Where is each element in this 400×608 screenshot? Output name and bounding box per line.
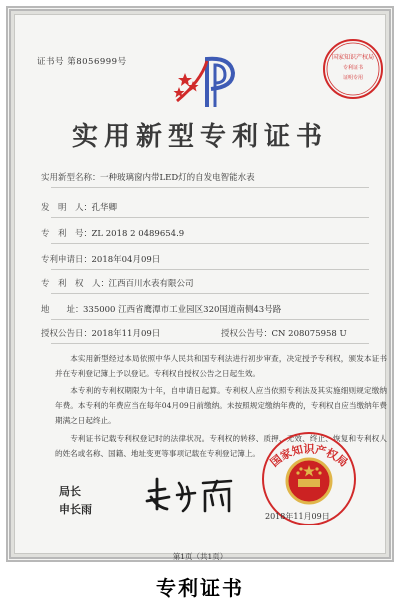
divider [51,293,369,294]
paragraph-legal-status: 专利证书记载专利权登记时的法律状况。专利权的转移、质押、无效、终止、恢复和专利权人的姓名或名称、国籍、地址变更等事项记载在专利登记簿上。 [55,434,387,458]
svg-text:国家知识产权局: 国家知识产权局 [267,442,351,470]
field-announce-date: 授权公告日：2018年11月09日 [41,329,161,339]
field-filing-date: 专利申请日：2018年04月09日 [41,255,161,265]
issue-date: 2018年11月09日 [265,512,330,521]
svg-text:证明专用: 证明专用 [342,75,364,81]
certificate-title: 实用新型专利证书 [71,122,328,152]
field-address: 地 址：335000 江西省鹰潭市工业园区320国道南侧43号路 [41,305,282,315]
svg-text:专利证书: 专利证书 [342,65,364,71]
director-signature [143,473,239,517]
paragraph-term: 本专利的专利权期限为十年，自申请日起算。专利权人应当依照专利法及其实施细则规定缴纳年费。本专利的年费应当在每年04月09日前缴纳。未按照规定缴纳年费的，专利权自应当缴纳年费期满之日起终止。 [55,386,387,425]
field-announce-no: 授权公告号：CN 208075958 U [221,329,347,339]
certificate-frame [6,6,394,562]
field-patentee: 专 利 权 人：江西百川水表有限公司 [41,279,194,289]
national-emblem-seal [249,421,369,525]
field-utility-name: 实用新型名称：一种玻璃窗内带LED灯的自发电智能水表 [41,173,255,183]
authenticity-stamp [321,37,385,101]
field-patent-no: 专 利 号：ZL 2018 2 0489654.9 [41,229,185,239]
svg-text:国家知识产权局: 国家知识产权局 [331,54,375,61]
caption: 专利证书 [156,576,244,600]
cnipa-logo-icon [171,51,251,111]
field-inventor: 发 明 人：孔华卿 [41,203,118,213]
divider [51,243,369,244]
divider [51,319,369,320]
divider [51,217,369,218]
divider [51,187,369,188]
certificate-number: 证书号 第8056999号 [37,57,127,67]
director-title: 局长 [59,485,81,498]
director-name: 申长雨 [59,503,92,516]
paragraph-grant: 本实用新型经过本局依照中华人民共和国专利法进行初步审查，决定授予专利权，颁发本证书并在专利登记簿上予以登记。专利权自授权公告之日起生效。 [55,354,387,378]
page-number: 第1页（共1页） [172,552,228,561]
divider [51,269,369,270]
certificate-body [23,21,387,561]
divider [51,343,369,344]
